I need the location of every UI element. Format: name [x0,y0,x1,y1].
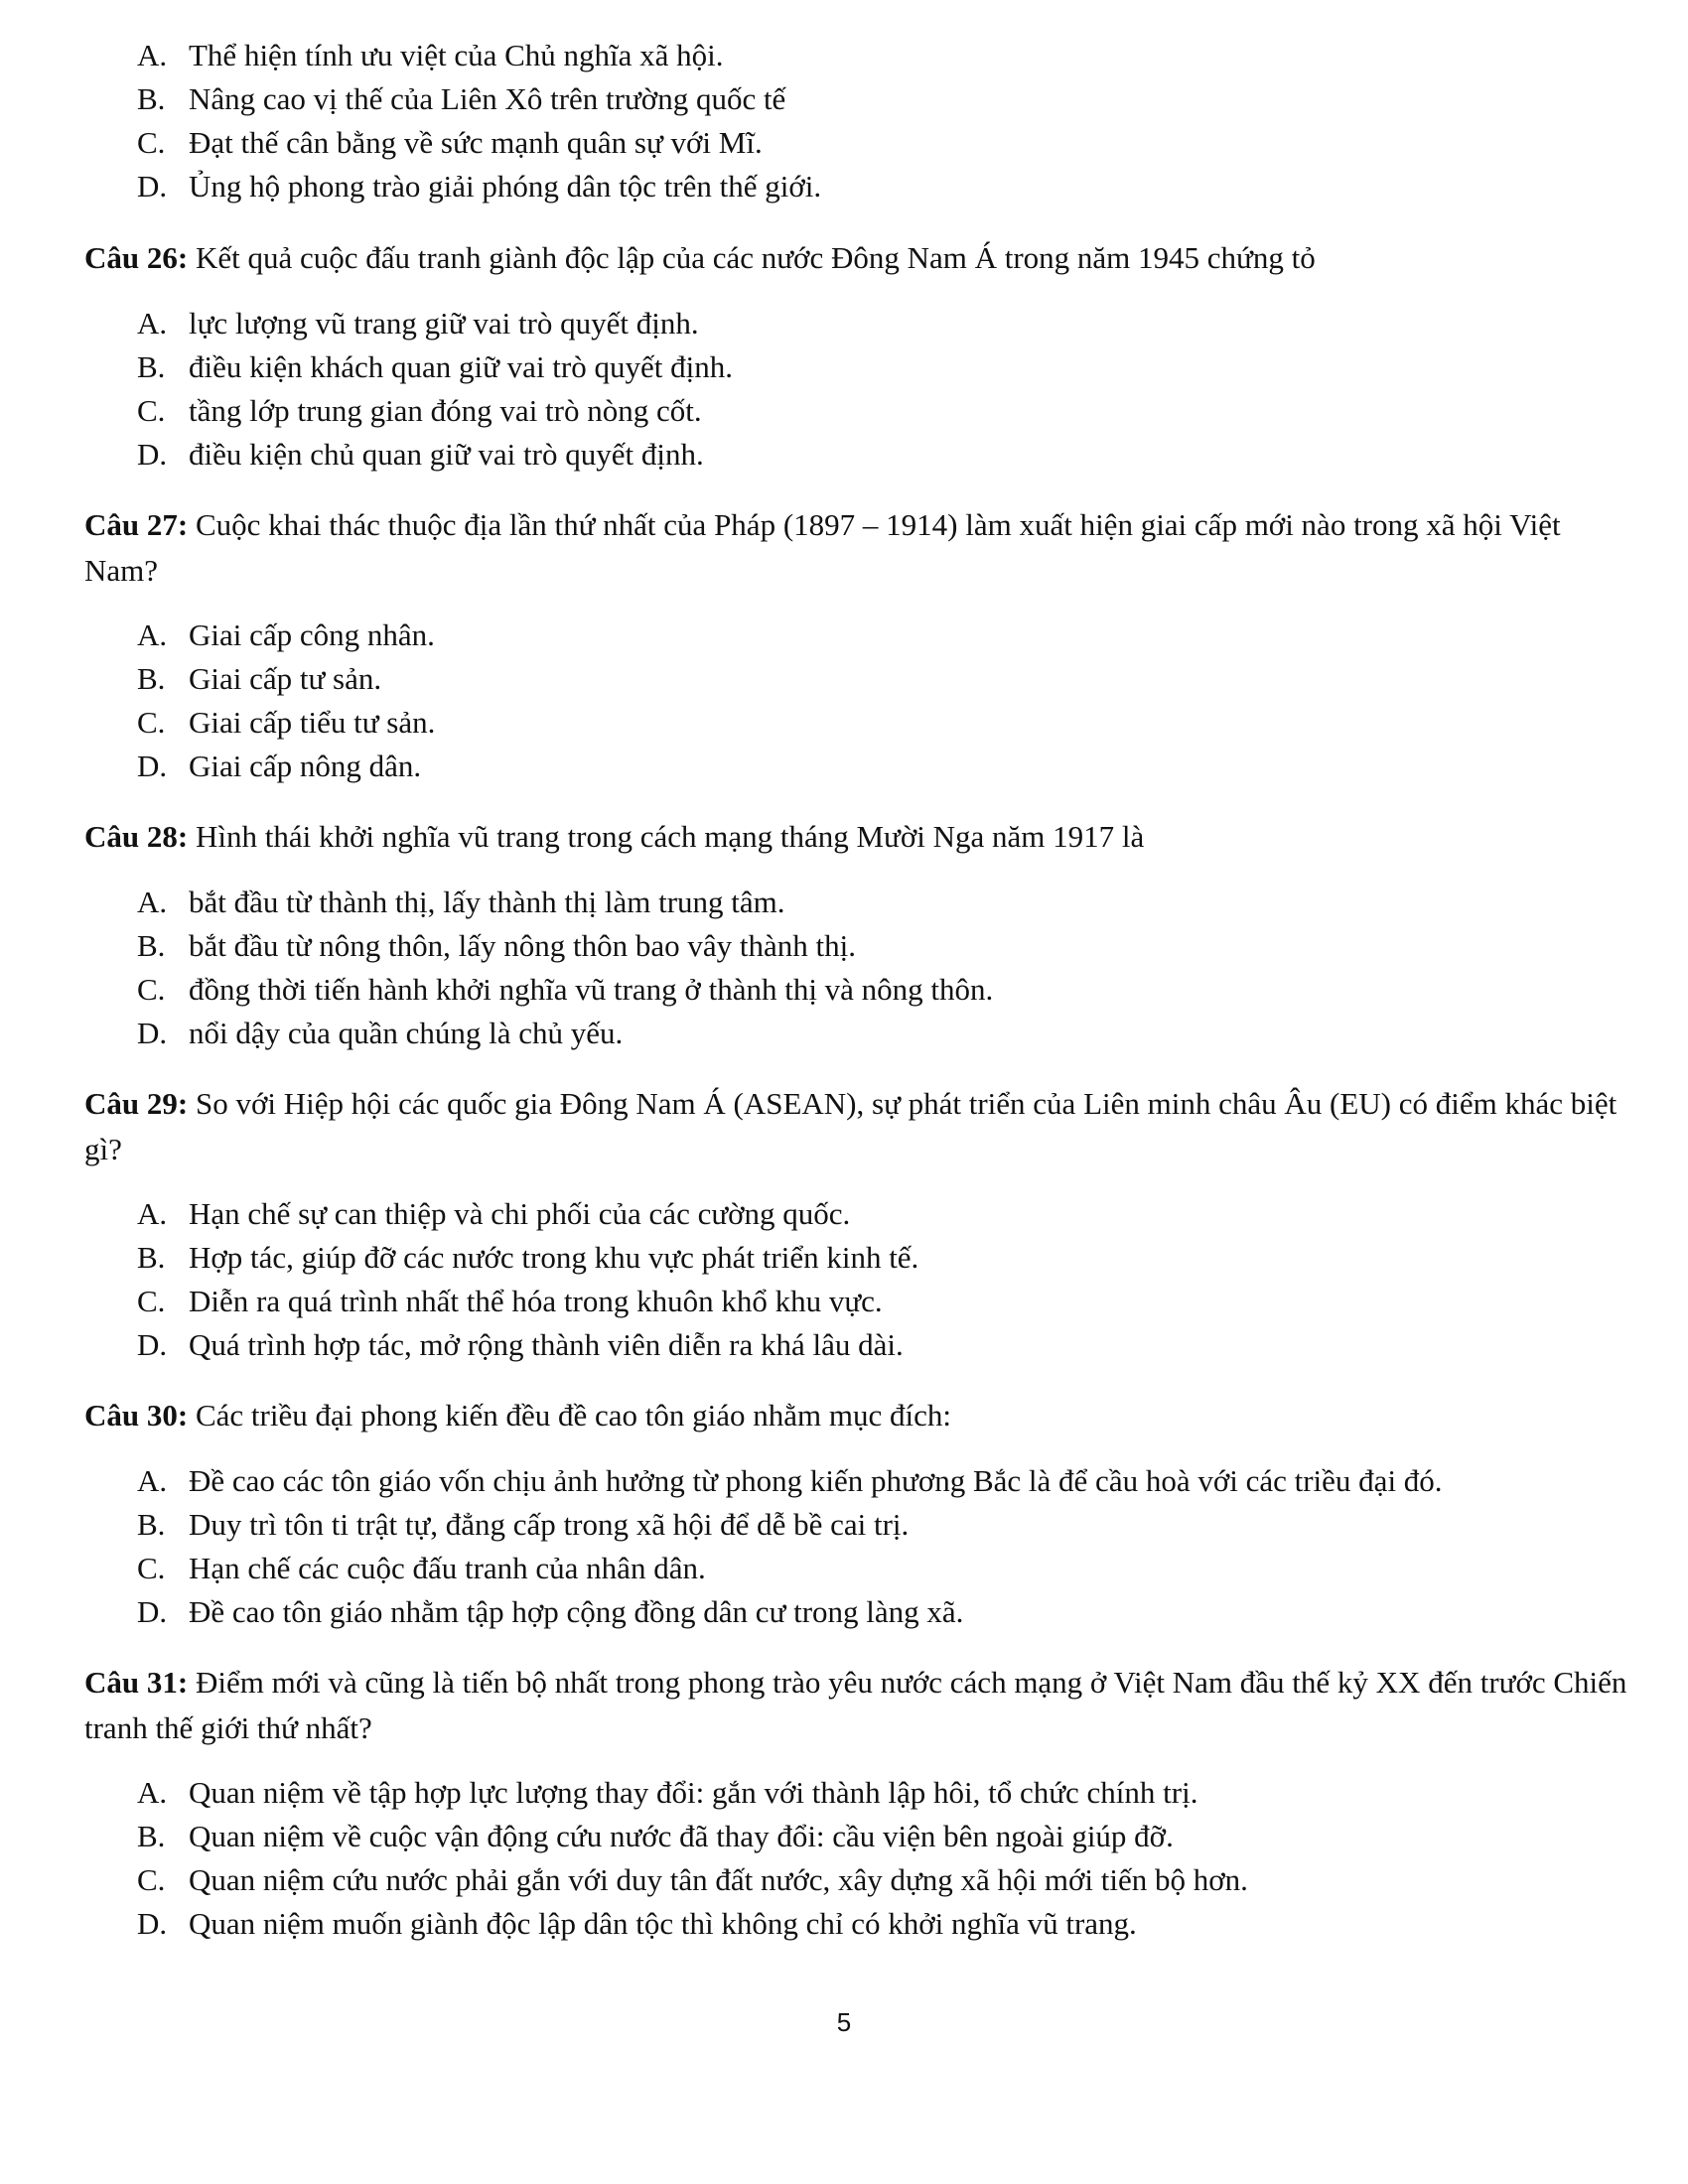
option-a: A. Thể hiện tính ưu việt của Chủ nghĩa xã hội. [137,38,724,72]
option-d: D. Đề cao tôn giáo nhằm tập hợp cộng đồng dân cư trong làng xã. [137,1594,964,1629]
option-b: B. Quan niệm về cuộc vận động cứu nước đã thay đổi: cầu viện bên ngoài giúp đỡ. [137,1819,1174,1853]
option-b: B. Duy trì tôn ti trật tự, đẳng cấp trong xã hội để dễ bề cai trị. [137,1507,910,1542]
option-a: A. Đề cao các tôn giáo vốn chịu ảnh hưởng từ phong kiến phương Bắc là để cầu hoà với các triều đại đó. [137,1463,1443,1498]
option-b: B. điều kiện khách quan giữ vai trò quyết định. [137,349,733,384]
question-text: Câu 29: So với Hiệp hội các quốc gia Đông Nam Á (ASEAN), sự phát triển của Liên minh châu Âu (EU) có điểm khác biệt gì? [84,1086,1618,1166]
question-text: Câu 28: Hình thái khởi nghĩa vũ trang trong cách mạng tháng Mười Nga năm 1917 là [84,819,1145,854]
option-c: C. Hạn chế các cuộc đấu tranh của nhân dân. [137,1551,706,1585]
option-b: B. Hợp tác, giúp đỡ các nước trong khu vực phát triển kinh tế. [137,1240,919,1275]
option-a: A. Hạn chế sự can thiệp và chi phối của các cường quốc. [137,1196,851,1231]
option-d: D. Giai cấp nông dân. [137,749,422,783]
option-c: C. Diễn ra quá trình nhất thể hóa trong khuôn khổ khu vực. [137,1284,883,1318]
option-d: D. điều kiện chủ quan giữ vai trò quyết định. [137,437,704,472]
option-b: B. bắt đầu từ nông thôn, lấy nông thôn bao vây thành thị. [137,928,857,963]
option-c: C. Giai cấp tiểu tư sản. [137,705,436,740]
option-c: C. tầng lớp trung gian đóng vai trò nòng cốt. [137,393,702,428]
option-d: D. Quan niệm muốn giành độc lập dân tộc thì không chỉ có khởi nghĩa vũ trang. [137,1906,1137,1941]
option-b: B. Nâng cao vị thế của Liên Xô trên trường quốc tế [137,81,786,116]
option-c: C. Đạt thế cân bằng về sức mạnh quân sự với Mĩ. [137,125,763,160]
option-d: D. nổi dậy của quần chúng là chủ yếu. [137,1016,624,1050]
option-c: C. Quan niệm cứu nước phải gắn với duy tân đất nước, xây dựng xã hội mới tiến bộ hơn. [137,1862,1248,1897]
question-text: Câu 26: Kết quả cuộc đấu tranh giành độc lập của các nước Đông Nam Á trong năm 1945 chứng tỏ [84,240,1316,275]
option-a: A. Giai cấp công nhân. [137,617,435,652]
option-a: A. Quan niệm về tập hợp lực lượng thay đổi: gắn với thành lập hôi, tổ chức chính trị. [137,1775,1198,1810]
page-number: 5 [836,2007,852,2037]
option-a: A. bắt đầu từ thành thị, lấy thành thị làm trung tâm. [137,885,785,919]
question-text: Câu 31: Điểm mới và cũng là tiến bộ nhất trong phong trào yêu nước cách mạng ở Việt Nam đầu thế kỷ XX đến trước Chiến tranh thế giới thứ nhất? [84,1665,1627,1745]
question-text: Câu 27: Cuộc khai thác thuộc địa lần thứ nhất của Pháp (1897 – 1914) làm xuất hiện giai cấp mới nào trong xã hội Việt Nam? [84,507,1561,588]
option-d: D. Ủng hộ phong trào giải phóng dân tộc trên thế giới. [137,169,822,204]
option-d: D. Quá trình hợp tác, mở rộng thành viên diễn ra khá lâu dài. [137,1327,904,1362]
question-text: Câu 30: Các triều đại phong kiến đều đề cao tôn giáo nhằm mục đích: [84,1398,951,1433]
option-c: C. đồng thời tiến hành khởi nghĩa vũ trang ở thành thị và nông thôn. [137,972,994,1007]
option-a: A. lực lượng vũ trang giữ vai trò quyết định. [137,306,699,341]
option-b: B. Giai cấp tư sản. [137,661,382,696]
